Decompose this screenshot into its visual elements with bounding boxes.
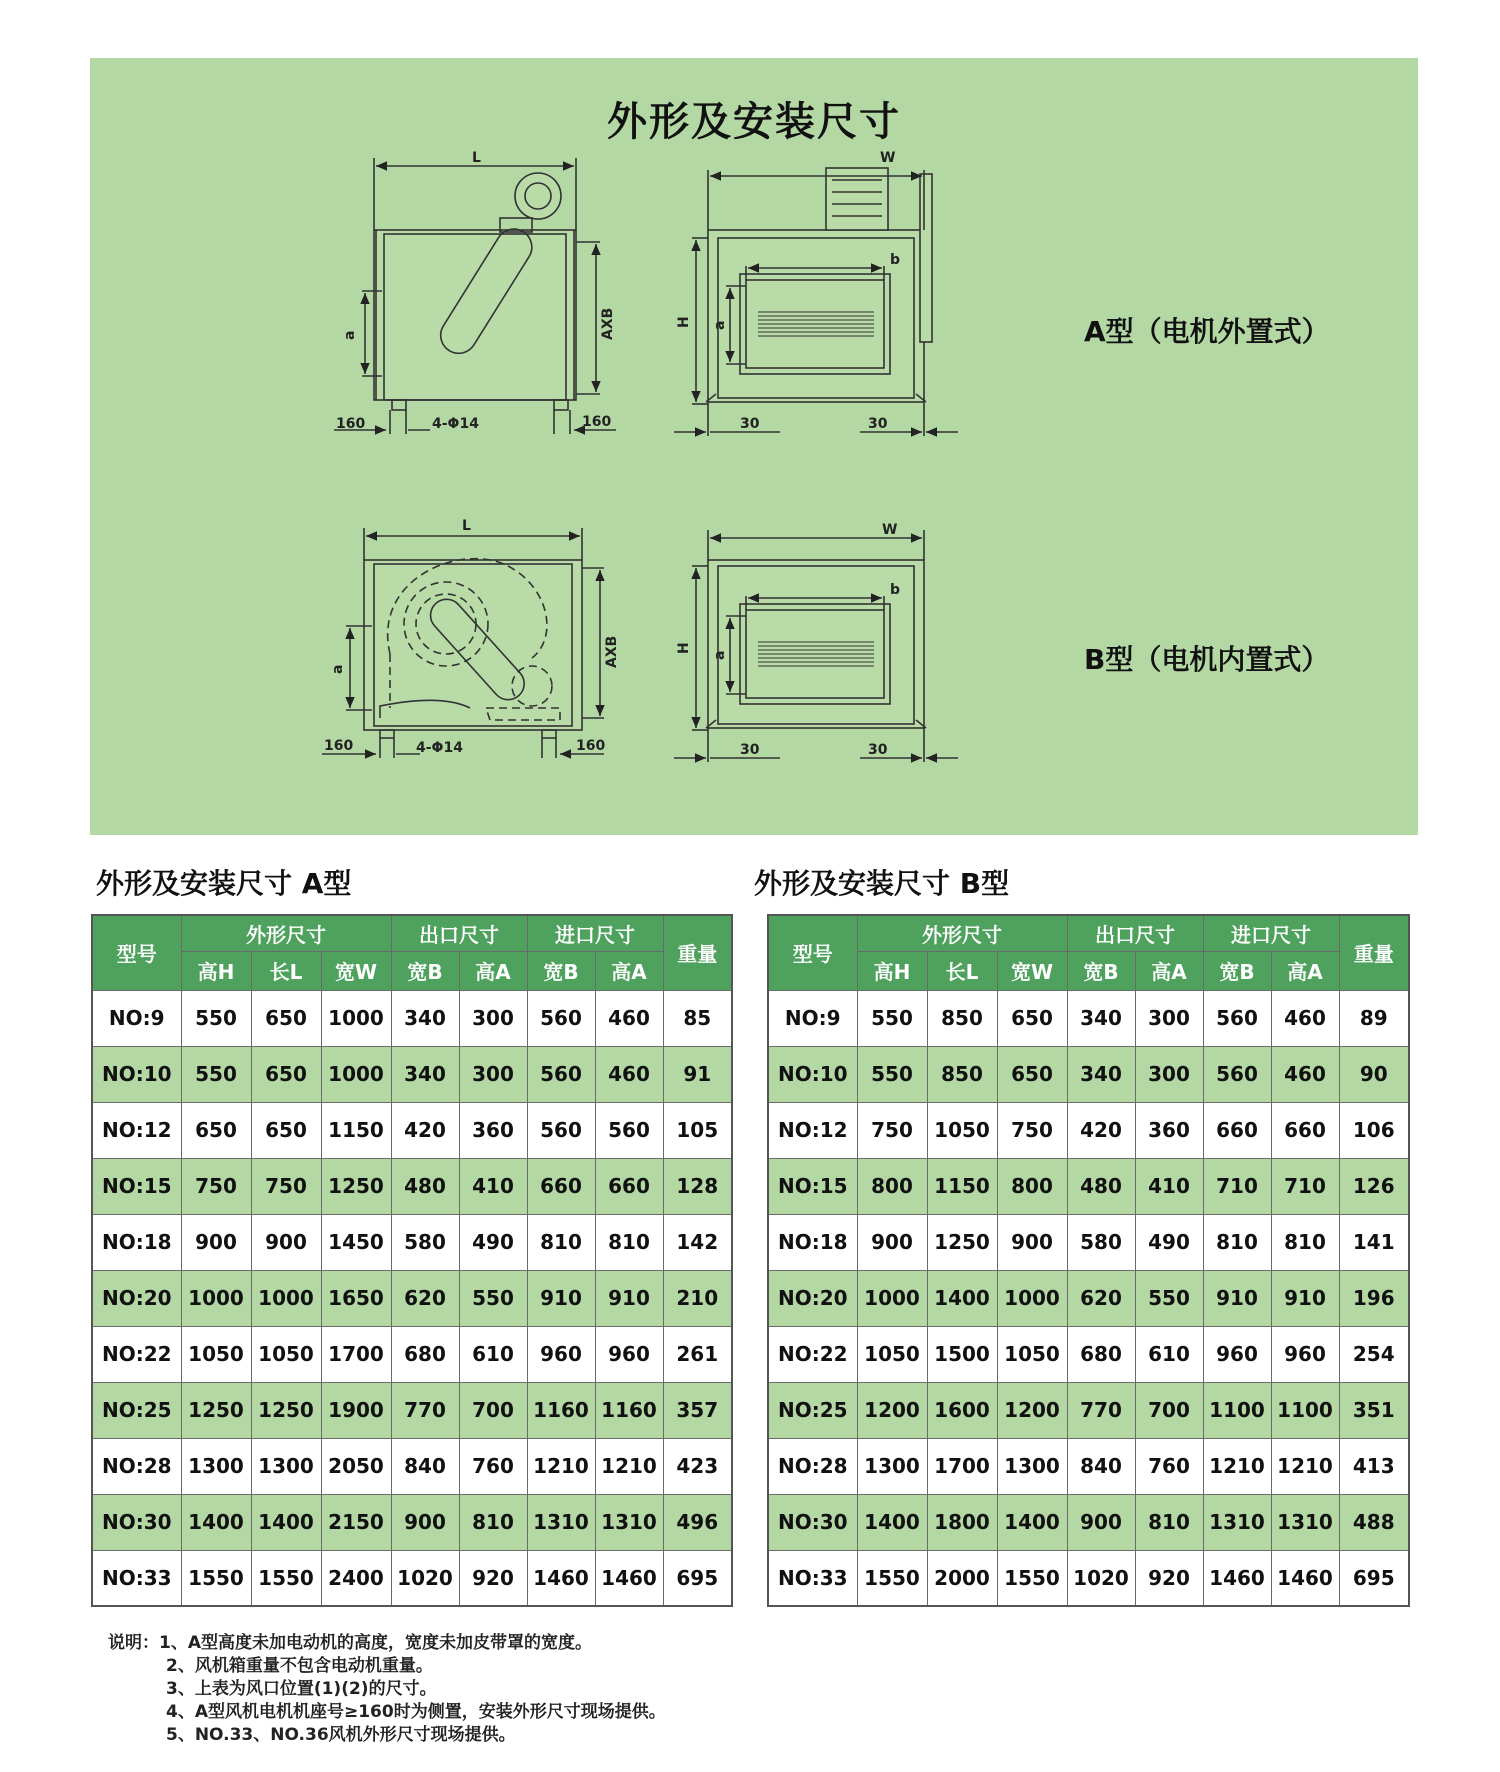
model-cell: NO:33 xyxy=(768,1550,857,1606)
model-cell: NO:15 xyxy=(92,1158,181,1214)
value-cell: 126 xyxy=(1339,1158,1409,1214)
value-cell: 300 xyxy=(459,1046,527,1102)
value-cell: 1200 xyxy=(997,1382,1067,1438)
value-cell: 1460 xyxy=(527,1550,595,1606)
model-cell: NO:12 xyxy=(768,1102,857,1158)
table-row xyxy=(92,1270,732,1326)
value-cell: 900 xyxy=(391,1494,459,1550)
value-cell: 920 xyxy=(1135,1550,1203,1606)
spec-table-b xyxy=(767,914,1410,1607)
value-cell: 710 xyxy=(1271,1158,1339,1214)
table-row xyxy=(92,1438,732,1494)
value-cell: 1000 xyxy=(857,1270,927,1326)
value-cell: 106 xyxy=(1339,1102,1409,1158)
note-line: 4、A型风机电机机座号≥160时为侧置，安装外形尺寸现场提供。 xyxy=(166,1702,666,1722)
header-weight: 重量 xyxy=(663,915,732,990)
dim-label-30-left-b: 30 xyxy=(740,742,760,758)
subheader-cell: 高A xyxy=(459,951,527,990)
value-cell: 760 xyxy=(1135,1438,1203,1494)
value-cell: 960 xyxy=(1271,1326,1339,1382)
value-cell: 1550 xyxy=(181,1550,251,1606)
model-cell: NO:18 xyxy=(768,1214,857,1270)
table-row xyxy=(92,990,732,1046)
value-cell: 810 xyxy=(1135,1494,1203,1550)
value-cell: 2000 xyxy=(927,1550,997,1606)
value-cell: 660 xyxy=(595,1158,663,1214)
value-cell: 1210 xyxy=(527,1438,595,1494)
value-cell: 620 xyxy=(391,1270,459,1326)
value-cell: 1600 xyxy=(927,1382,997,1438)
dim-label-30-left: 30 xyxy=(740,416,760,432)
type-b-side-view xyxy=(322,528,604,758)
dim-label-30-right: 30 xyxy=(868,416,888,432)
value-cell: 1050 xyxy=(997,1326,1067,1382)
dim-label-a-front-b: a xyxy=(712,650,728,660)
value-cell: 760 xyxy=(459,1438,527,1494)
value-cell: 1050 xyxy=(857,1326,927,1382)
value-cell: 1460 xyxy=(595,1550,663,1606)
value-cell: 360 xyxy=(1135,1102,1203,1158)
dim-label-a-front: a xyxy=(712,320,728,330)
dim-label-a: a xyxy=(342,330,358,340)
value-cell: 1150 xyxy=(927,1158,997,1214)
value-cell: 105 xyxy=(663,1102,732,1158)
value-cell: 496 xyxy=(663,1494,732,1550)
value-cell: 488 xyxy=(1339,1494,1409,1550)
value-cell: 90 xyxy=(1339,1046,1409,1102)
value-cell: 660 xyxy=(527,1158,595,1214)
header-inlet-size: 进口尺寸 xyxy=(1203,915,1339,951)
value-cell: 1250 xyxy=(251,1382,321,1438)
value-cell: 490 xyxy=(1135,1214,1203,1270)
table-row xyxy=(92,1102,732,1158)
dim-label-160-right-b: 160 xyxy=(576,738,606,754)
model-cell: NO:22 xyxy=(92,1326,181,1382)
value-cell: 660 xyxy=(1203,1102,1271,1158)
value-cell: 1400 xyxy=(181,1494,251,1550)
table-row xyxy=(92,1550,732,1606)
value-cell: 480 xyxy=(391,1158,459,1214)
value-cell: 261 xyxy=(663,1326,732,1382)
model-cell: NO:15 xyxy=(768,1158,857,1214)
value-cell: 410 xyxy=(459,1158,527,1214)
value-cell: 650 xyxy=(251,1046,321,1102)
value-cell: 142 xyxy=(663,1214,732,1270)
value-cell: 560 xyxy=(527,990,595,1046)
model-cell: NO:30 xyxy=(92,1494,181,1550)
value-cell: 650 xyxy=(181,1102,251,1158)
value-cell: 1500 xyxy=(927,1326,997,1382)
subheader-cell: 高A xyxy=(595,951,663,990)
note-line: 3、上表为风口位置(1)(2)的尺寸。 xyxy=(166,1679,437,1699)
subheader-cell: 宽B xyxy=(391,951,459,990)
header-outer-size: 外形尺寸 xyxy=(181,915,391,951)
dim-label-w-b: W xyxy=(882,522,898,538)
dim-label-axb: AXB xyxy=(600,307,616,340)
value-cell: 560 xyxy=(527,1046,595,1102)
value-cell: 1150 xyxy=(321,1102,391,1158)
model-cell: NO:10 xyxy=(768,1046,857,1102)
value-cell: 1700 xyxy=(927,1438,997,1494)
value-cell: 1400 xyxy=(251,1494,321,1550)
value-cell: 750 xyxy=(251,1158,321,1214)
value-cell: 770 xyxy=(391,1382,459,1438)
value-cell: 1310 xyxy=(1271,1494,1339,1550)
value-cell: 650 xyxy=(251,1102,321,1158)
value-cell: 141 xyxy=(1339,1214,1409,1270)
value-cell: 1550 xyxy=(857,1550,927,1606)
subheader-cell: 高H xyxy=(857,951,927,990)
value-cell: 460 xyxy=(595,1046,663,1102)
panel-title: 外形及安装尺寸 xyxy=(607,99,901,145)
subheader-cell: 高A xyxy=(1271,951,1339,990)
table-row xyxy=(768,1382,1409,1438)
value-cell: 700 xyxy=(459,1382,527,1438)
subheader-cell: 宽B xyxy=(1203,951,1271,990)
value-cell: 1000 xyxy=(997,1270,1067,1326)
value-cell: 1020 xyxy=(1067,1550,1135,1606)
value-cell: 610 xyxy=(1135,1326,1203,1382)
model-cell: NO:10 xyxy=(92,1046,181,1102)
value-cell: 210 xyxy=(663,1270,732,1326)
table-b-title: 外形及安装尺寸 B型 xyxy=(754,867,1010,900)
value-cell: 1800 xyxy=(927,1494,997,1550)
value-cell: 340 xyxy=(1067,1046,1135,1102)
value-cell: 1020 xyxy=(391,1550,459,1606)
value-cell: 351 xyxy=(1339,1382,1409,1438)
subheader-cell: 高H xyxy=(181,951,251,990)
value-cell: 1300 xyxy=(181,1438,251,1494)
value-cell: 340 xyxy=(1067,990,1135,1046)
dim-label-l-b: L xyxy=(462,518,471,534)
table-row xyxy=(768,990,1409,1046)
value-cell: 254 xyxy=(1339,1326,1409,1382)
value-cell: 1400 xyxy=(857,1494,927,1550)
table-row xyxy=(768,1214,1409,1270)
installation-diagrams xyxy=(90,58,1418,835)
value-cell: 920 xyxy=(459,1550,527,1606)
value-cell: 550 xyxy=(857,990,927,1046)
dim-label-160-left: 160 xyxy=(336,416,366,432)
value-cell: 89 xyxy=(1339,990,1409,1046)
value-cell: 810 xyxy=(595,1214,663,1270)
dim-label-a-b: a xyxy=(330,664,346,674)
value-cell: 1450 xyxy=(321,1214,391,1270)
model-cell: NO:22 xyxy=(768,1326,857,1382)
value-cell: 750 xyxy=(857,1102,927,1158)
table-row xyxy=(768,1550,1409,1606)
dim-label-30-right-b: 30 xyxy=(868,742,888,758)
dim-label-b: b xyxy=(890,252,901,268)
type-b-front-view xyxy=(674,530,958,762)
value-cell: 1160 xyxy=(527,1382,595,1438)
model-cell: NO:30 xyxy=(768,1494,857,1550)
value-cell: 960 xyxy=(1203,1326,1271,1382)
type-a-side-view xyxy=(334,158,616,434)
table-row xyxy=(92,1326,732,1382)
value-cell: 900 xyxy=(997,1214,1067,1270)
header-weight: 重量 xyxy=(1339,915,1409,990)
value-cell: 810 xyxy=(1203,1214,1271,1270)
value-cell: 660 xyxy=(1271,1102,1339,1158)
value-cell: 750 xyxy=(181,1158,251,1214)
value-cell: 300 xyxy=(459,990,527,1046)
value-cell: 1250 xyxy=(321,1158,391,1214)
value-cell: 91 xyxy=(663,1046,732,1102)
table-row xyxy=(768,1326,1409,1382)
value-cell: 1400 xyxy=(927,1270,997,1326)
model-cell: NO:20 xyxy=(768,1270,857,1326)
subheader-cell: 宽W xyxy=(321,951,391,990)
value-cell: 800 xyxy=(997,1158,1067,1214)
dim-label-holes: 4-Φ14 xyxy=(432,416,479,432)
value-cell: 810 xyxy=(1271,1214,1339,1270)
value-cell: 410 xyxy=(1135,1158,1203,1214)
value-cell: 650 xyxy=(997,1046,1067,1102)
value-cell: 650 xyxy=(251,990,321,1046)
value-cell: 560 xyxy=(595,1102,663,1158)
value-cell: 340 xyxy=(391,1046,459,1102)
value-cell: 560 xyxy=(1203,1046,1271,1102)
value-cell: 695 xyxy=(663,1550,732,1606)
value-cell: 850 xyxy=(927,1046,997,1102)
value-cell: 810 xyxy=(527,1214,595,1270)
dim-label-160-right: 160 xyxy=(582,414,612,430)
diagram-panel xyxy=(90,58,1418,835)
value-cell: 900 xyxy=(857,1214,927,1270)
value-cell: 480 xyxy=(1067,1158,1135,1214)
subheader-cell: 长L xyxy=(251,951,321,990)
value-cell: 900 xyxy=(251,1214,321,1270)
type-b-label: B型（电机内置式） xyxy=(1084,643,1330,676)
value-cell: 770 xyxy=(1067,1382,1135,1438)
value-cell: 460 xyxy=(1271,1046,1339,1102)
dim-label-h-b: H xyxy=(676,642,692,654)
table-row xyxy=(92,1158,732,1214)
value-cell: 1300 xyxy=(857,1438,927,1494)
dim-label-h: H xyxy=(676,316,692,328)
value-cell: 85 xyxy=(663,990,732,1046)
header-model: 型号 xyxy=(768,915,857,990)
value-cell: 620 xyxy=(1067,1270,1135,1326)
table-row xyxy=(92,1494,732,1550)
model-cell: NO:18 xyxy=(92,1214,181,1270)
value-cell: 2050 xyxy=(321,1438,391,1494)
value-cell: 1310 xyxy=(527,1494,595,1550)
notes xyxy=(108,1632,666,1747)
header-model: 型号 xyxy=(92,915,181,990)
value-cell: 900 xyxy=(1067,1494,1135,1550)
model-cell: NO:9 xyxy=(92,990,181,1046)
value-cell: 1000 xyxy=(321,990,391,1046)
dim-label-holes-b: 4-Φ14 xyxy=(416,740,463,756)
value-cell: 650 xyxy=(997,990,1067,1046)
value-cell: 1000 xyxy=(321,1046,391,1102)
value-cell: 490 xyxy=(459,1214,527,1270)
table-row xyxy=(768,1158,1409,1214)
value-cell: 1100 xyxy=(1271,1382,1339,1438)
value-cell: 680 xyxy=(391,1326,459,1382)
header-inlet-size: 进口尺寸 xyxy=(527,915,663,951)
value-cell: 800 xyxy=(857,1158,927,1214)
type-a-label: A型（电机外置式） xyxy=(1084,315,1330,348)
value-cell: 1250 xyxy=(927,1214,997,1270)
table-row xyxy=(768,1438,1409,1494)
value-cell: 1200 xyxy=(857,1382,927,1438)
value-cell: 128 xyxy=(663,1158,732,1214)
value-cell: 700 xyxy=(1135,1382,1203,1438)
dim-label-axb-b: AXB xyxy=(604,635,620,668)
table-row xyxy=(92,1046,732,1102)
value-cell: 750 xyxy=(997,1102,1067,1158)
value-cell: 357 xyxy=(663,1382,732,1438)
value-cell: 550 xyxy=(1135,1270,1203,1326)
model-cell: NO:33 xyxy=(92,1550,181,1606)
value-cell: 1460 xyxy=(1271,1550,1339,1606)
table-row xyxy=(768,1494,1409,1550)
table-row xyxy=(92,1382,732,1438)
model-cell: NO:25 xyxy=(92,1382,181,1438)
value-cell: 1050 xyxy=(927,1102,997,1158)
model-cell: NO:20 xyxy=(92,1270,181,1326)
value-cell: 560 xyxy=(1203,990,1271,1046)
value-cell: 960 xyxy=(595,1326,663,1382)
value-cell: 580 xyxy=(1067,1214,1135,1270)
value-cell: 300 xyxy=(1135,1046,1203,1102)
value-cell: 413 xyxy=(1339,1438,1409,1494)
value-cell: 1400 xyxy=(997,1494,1067,1550)
value-cell: 910 xyxy=(595,1270,663,1326)
value-cell: 1310 xyxy=(595,1494,663,1550)
model-cell: NO:28 xyxy=(92,1438,181,1494)
value-cell: 900 xyxy=(181,1214,251,1270)
value-cell: 340 xyxy=(391,990,459,1046)
value-cell: 1210 xyxy=(1203,1438,1271,1494)
value-cell: 580 xyxy=(391,1214,459,1270)
value-cell: 1650 xyxy=(321,1270,391,1326)
value-cell: 423 xyxy=(663,1438,732,1494)
dim-label-w: W xyxy=(880,150,896,166)
value-cell: 1550 xyxy=(251,1550,321,1606)
table-row xyxy=(768,1046,1409,1102)
value-cell: 1050 xyxy=(181,1326,251,1382)
model-cell: NO:9 xyxy=(768,990,857,1046)
dim-label-l: L xyxy=(472,150,481,166)
note-line: 2、风机箱重量不包含电动机重量。 xyxy=(166,1656,433,1676)
value-cell: 1100 xyxy=(1203,1382,1271,1438)
value-cell: 300 xyxy=(1135,990,1203,1046)
value-cell: 610 xyxy=(459,1326,527,1382)
spec-table-a xyxy=(91,914,733,1607)
subheader-cell: 高A xyxy=(1135,951,1203,990)
note-line: 说明：1、A型高度未加电动机的高度，宽度未加皮带罩的宽度。 xyxy=(108,1633,592,1653)
value-cell: 710 xyxy=(1203,1158,1271,1214)
value-cell: 360 xyxy=(459,1102,527,1158)
dim-label-160-left-b: 160 xyxy=(324,738,354,754)
table-row xyxy=(768,1102,1409,1158)
value-cell: 840 xyxy=(391,1438,459,1494)
subheader-cell: 宽W xyxy=(997,951,1067,990)
note-line: 5、NO.33、NO.36风机外形尺寸现场提供。 xyxy=(166,1725,516,1745)
value-cell: 695 xyxy=(1339,1550,1409,1606)
value-cell: 1700 xyxy=(321,1326,391,1382)
header-outlet-size: 出口尺寸 xyxy=(391,915,527,951)
value-cell: 1210 xyxy=(1271,1438,1339,1494)
header-outlet-size: 出口尺寸 xyxy=(1067,915,1203,951)
value-cell: 420 xyxy=(391,1102,459,1158)
value-cell: 1300 xyxy=(251,1438,321,1494)
value-cell: 1000 xyxy=(251,1270,321,1326)
model-cell: NO:12 xyxy=(92,1102,181,1158)
table-a-title: 外形及安装尺寸 A型 xyxy=(96,867,352,900)
value-cell: 1310 xyxy=(1203,1494,1271,1550)
value-cell: 196 xyxy=(1339,1270,1409,1326)
value-cell: 680 xyxy=(1067,1326,1135,1382)
type-a-front-view xyxy=(674,168,958,436)
table-row xyxy=(768,1270,1409,1326)
value-cell: 840 xyxy=(1067,1438,1135,1494)
value-cell: 460 xyxy=(595,990,663,1046)
value-cell: 910 xyxy=(527,1270,595,1326)
dim-label-b-b: b xyxy=(890,582,901,598)
value-cell: 910 xyxy=(1203,1270,1271,1326)
header-outer-size: 外形尺寸 xyxy=(857,915,1067,951)
table-row xyxy=(92,1214,732,1270)
value-cell: 1550 xyxy=(997,1550,1067,1606)
value-cell: 960 xyxy=(527,1326,595,1382)
value-cell: 2400 xyxy=(321,1550,391,1606)
value-cell: 1900 xyxy=(321,1382,391,1438)
value-cell: 1460 xyxy=(1203,1550,1271,1606)
value-cell: 1250 xyxy=(181,1382,251,1438)
value-cell: 810 xyxy=(459,1494,527,1550)
value-cell: 550 xyxy=(857,1046,927,1102)
subheader-cell: 宽B xyxy=(1067,951,1135,990)
value-cell: 850 xyxy=(927,990,997,1046)
value-cell: 550 xyxy=(459,1270,527,1326)
value-cell: 560 xyxy=(527,1102,595,1158)
subheader-cell: 宽B xyxy=(527,951,595,990)
value-cell: 1300 xyxy=(997,1438,1067,1494)
value-cell: 550 xyxy=(181,990,251,1046)
subheader-cell: 长L xyxy=(927,951,997,990)
model-cell: NO:28 xyxy=(768,1438,857,1494)
value-cell: 1160 xyxy=(595,1382,663,1438)
value-cell: 910 xyxy=(1271,1270,1339,1326)
value-cell: 1000 xyxy=(181,1270,251,1326)
value-cell: 1050 xyxy=(251,1326,321,1382)
model-cell: NO:25 xyxy=(768,1382,857,1438)
value-cell: 2150 xyxy=(321,1494,391,1550)
value-cell: 420 xyxy=(1067,1102,1135,1158)
value-cell: 550 xyxy=(181,1046,251,1102)
value-cell: 460 xyxy=(1271,990,1339,1046)
value-cell: 1210 xyxy=(595,1438,663,1494)
